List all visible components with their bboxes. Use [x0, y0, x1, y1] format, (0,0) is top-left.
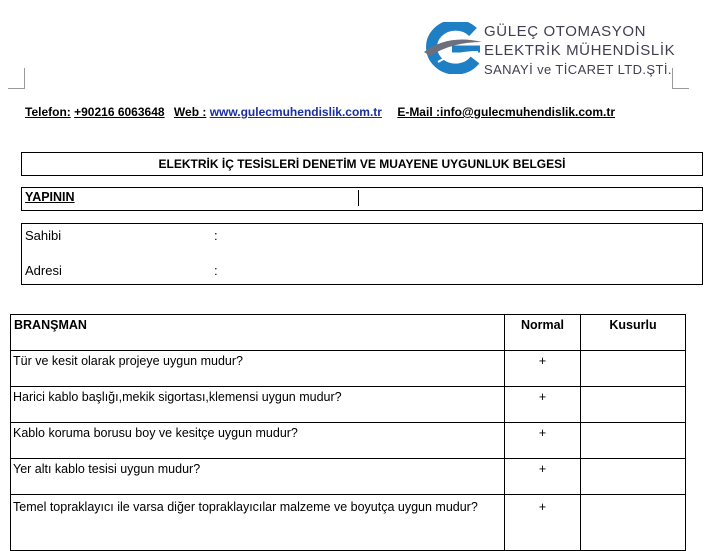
contact-line: [25, 105, 615, 119]
table-row: [11, 423, 686, 459]
address-label: Adresi: [25, 263, 62, 278]
row-normal-cell[interactable]: +: [505, 423, 581, 459]
row-faulty-cell[interactable]: [581, 351, 686, 387]
text-cursor: [358, 190, 359, 206]
row-question: Temel topraklayıcı ile varsa diğer topraklayıcılar malzeme ve boyutça uygun mudur?: [11, 495, 505, 551]
web-label: Web :: [173, 105, 207, 119]
row-faulty-cell[interactable]: [581, 387, 686, 423]
company-name-line3: SANAYİ ve TİCARET LTD.ŞTİ.: [484, 62, 672, 77]
row-question: Kablo koruma borusu boy ve kesitçe uygun mudur?: [11, 423, 505, 459]
header-branch: BRANŞMAN: [11, 315, 505, 351]
phone-label: Telefon:: [25, 105, 71, 119]
row-question: Tür ve kesit olarak projeye uygun mudur?: [11, 351, 505, 387]
company-name-line2: ELEKTRİK MÜHENDİSLİK: [484, 42, 676, 59]
company-name-line1: GÜLEÇ OTOMASYON: [484, 23, 647, 40]
owner-label: Sahibi: [25, 228, 62, 243]
owner-address-box: [21, 223, 703, 285]
row-normal-cell[interactable]: +: [505, 495, 581, 551]
row-normal-cell[interactable]: +: [505, 459, 581, 495]
row-normal-cell[interactable]: +: [505, 351, 581, 387]
address-colon: :: [214, 263, 218, 278]
yapinin-label: YAPININ: [25, 190, 75, 204]
table-row: [11, 387, 686, 423]
row-faulty-cell[interactable]: [581, 459, 686, 495]
row-question: Yer altı kablo tesisi uygun mudur?: [11, 459, 505, 495]
web-link[interactable]: www.gulecmuhendislik.com.tr: [209, 105, 382, 119]
document-title: ELEKTRİK İÇ TESİSLERİ DENETİM VE MUAYENE UYGUNLUK BELGESİ: [21, 152, 703, 176]
inspection-table: [10, 314, 686, 551]
row-faulty-cell[interactable]: [581, 495, 686, 551]
table-row: [11, 495, 686, 551]
table-row: [11, 459, 686, 495]
email-label: E-Mail :: [397, 105, 440, 119]
row-normal-cell[interactable]: +: [505, 387, 581, 423]
owner-colon: :: [214, 228, 218, 243]
company-name: [484, 22, 675, 79]
page-corner-mark-left: [8, 68, 25, 89]
table-row: [11, 351, 686, 387]
email-address[interactable]: info@gulecmuhendislik.com.tr: [439, 105, 616, 119]
table-header-row: [11, 315, 686, 351]
yapinin-field[interactable]: [21, 187, 703, 211]
row-faulty-cell[interactable]: [581, 423, 686, 459]
company-logo-icon: [418, 22, 484, 74]
header-faulty: Kusurlu: [581, 315, 686, 351]
phone-number: +90216 6063648: [74, 105, 165, 119]
header-normal: Normal: [505, 315, 581, 351]
row-question: Harici kablo başlığı,mekik sigortası,klemensi uygun mudur?: [11, 387, 505, 423]
